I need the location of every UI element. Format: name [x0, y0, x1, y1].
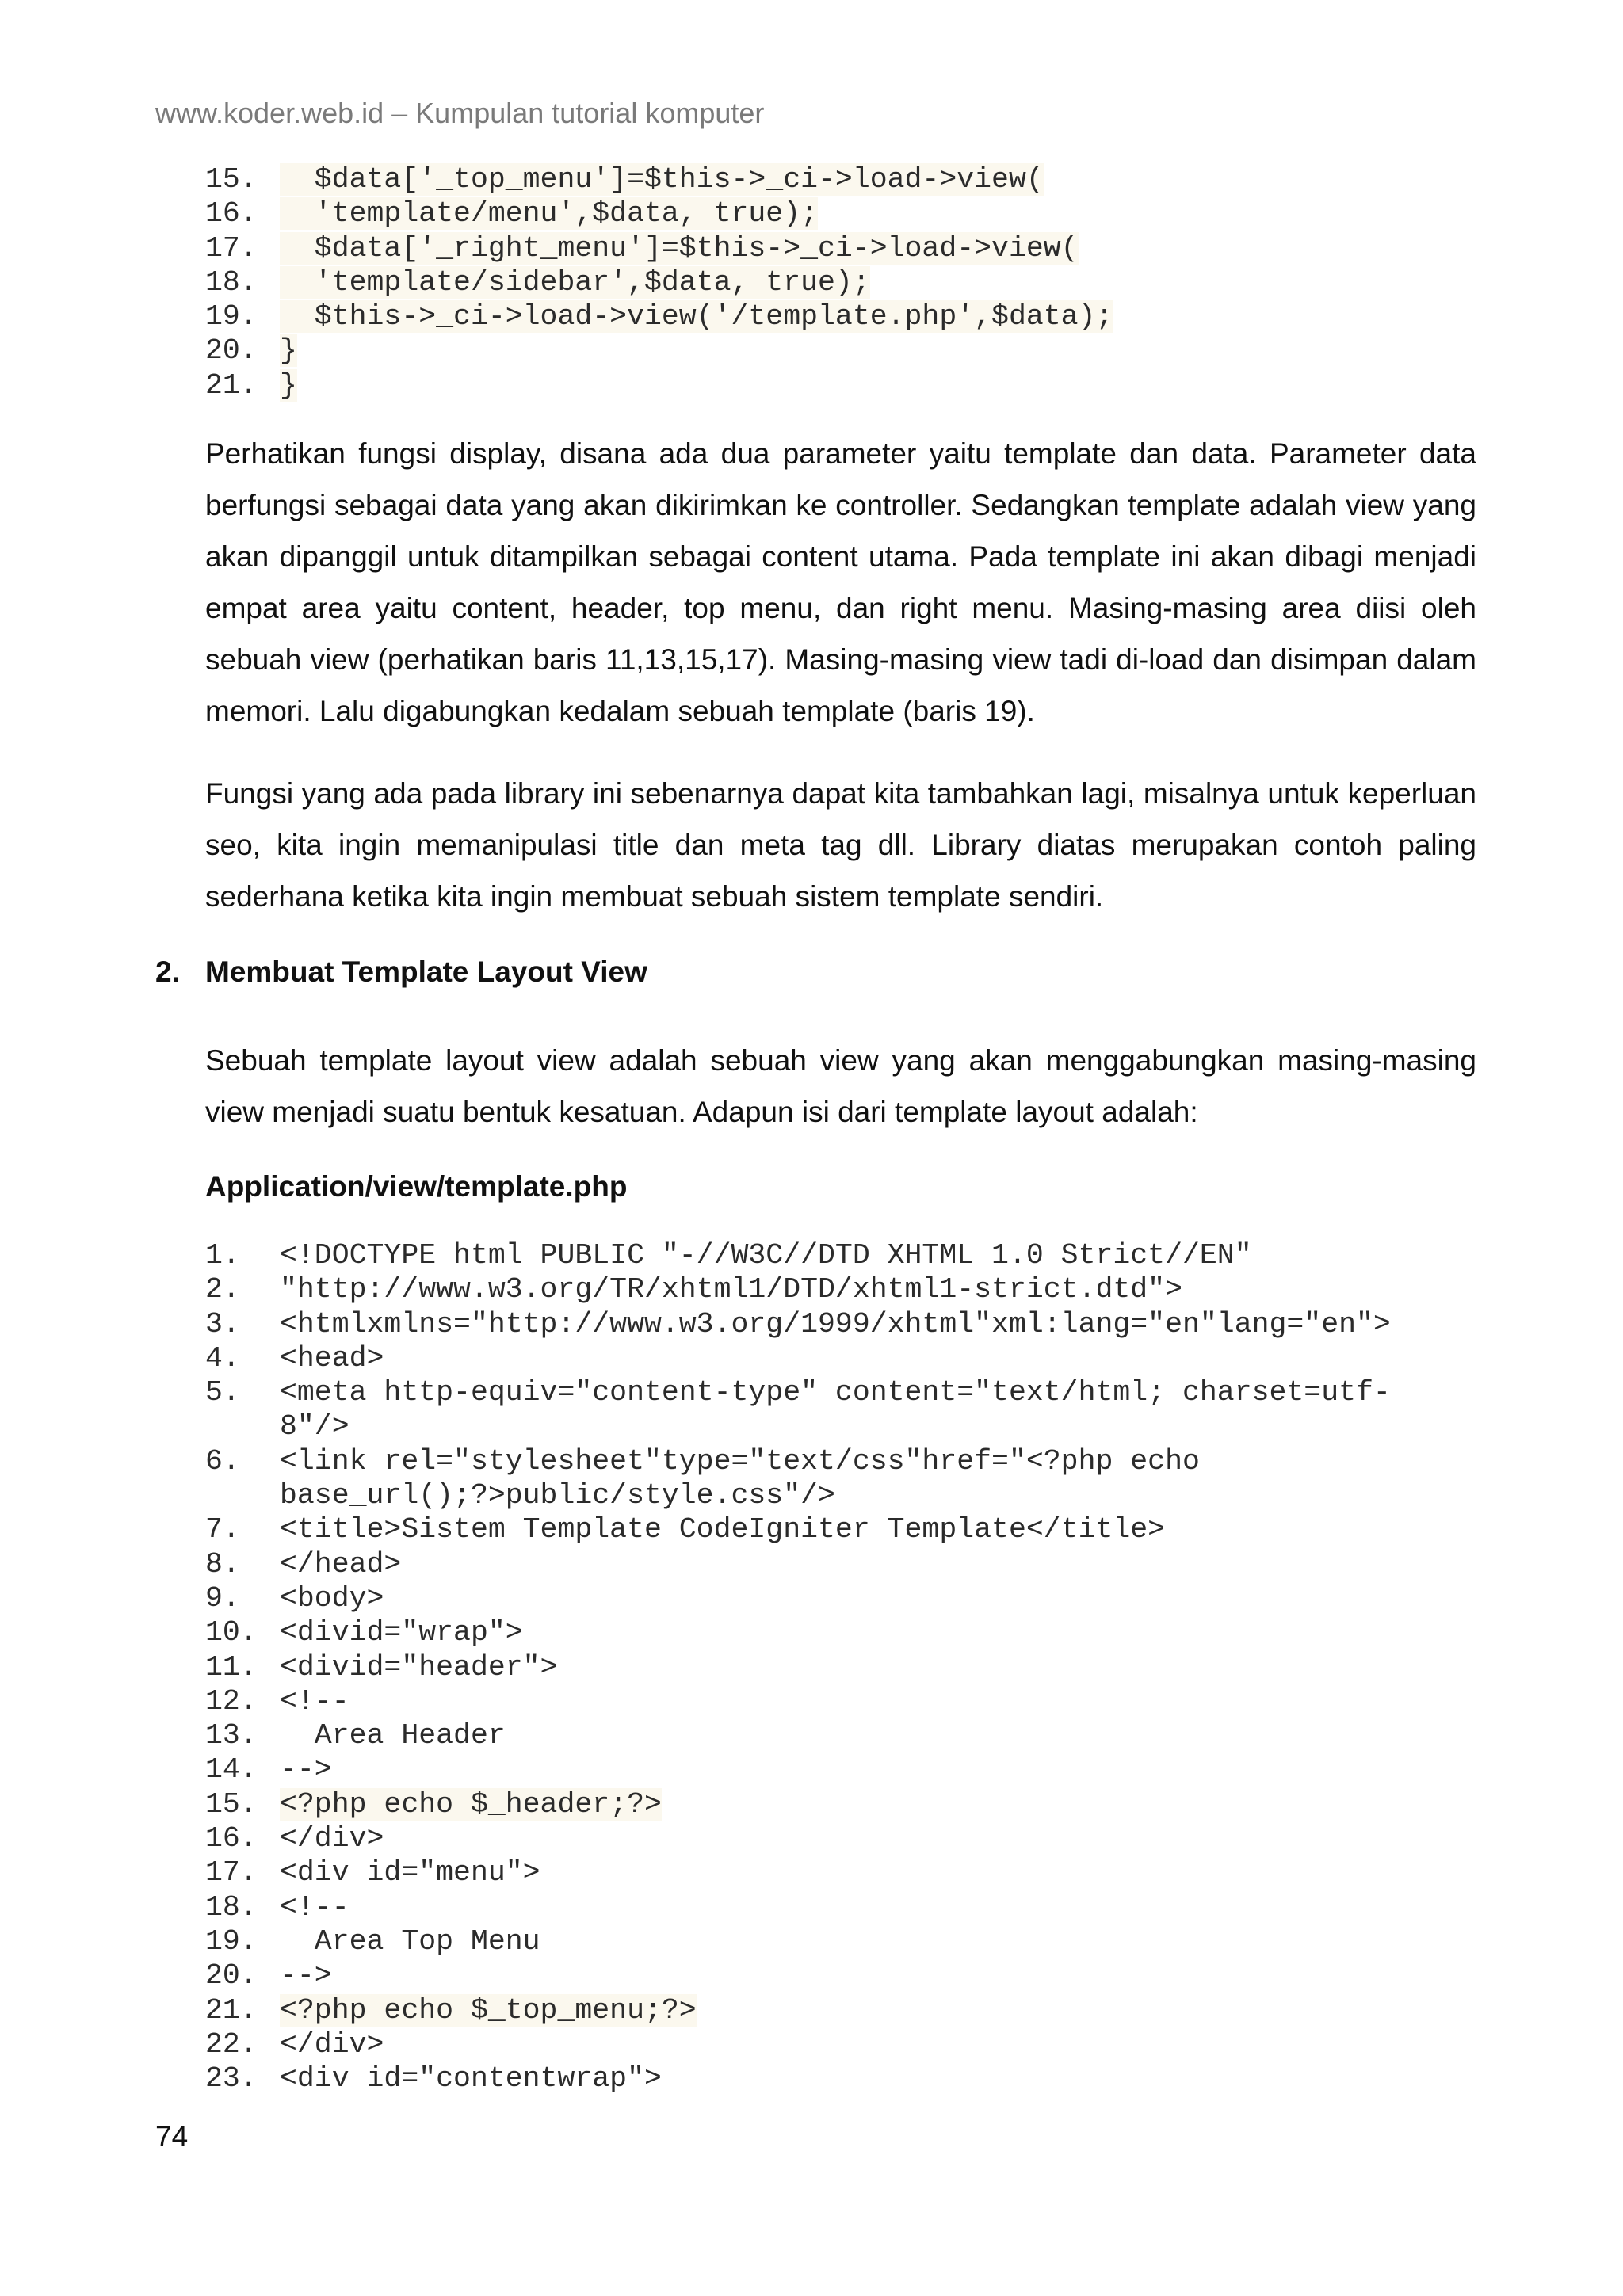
code-text: <div id="menu"> — [280, 1856, 540, 1890]
line-number: 11. — [205, 1650, 258, 1684]
line-number: 16. — [205, 1822, 258, 1855]
code-text: $this->_ci->load->view('/template.php',$data); — [280, 300, 1113, 334]
running-header: www.koder.web.id – Kumpulan tutorial komputer — [155, 97, 765, 129]
code-line — [205, 1272, 1391, 1306]
code-text: $data['_top_menu']=$this->_ci->load->view( — [280, 163, 1044, 196]
code-line — [205, 299, 1113, 334]
code-text: "http://www.w3.org/TR/xhtml1/DTD/xhtml1-strict.dtd"> — [280, 1273, 1182, 1306]
code-line — [205, 1753, 1391, 1787]
line-number: 10. — [205, 1616, 258, 1650]
code-line — [205, 1375, 1391, 1409]
code-line — [205, 334, 1113, 368]
code-line — [205, 1341, 1391, 1375]
line-number: 3. — [205, 1307, 240, 1341]
line-number: 6. — [205, 1444, 240, 1478]
code-line — [205, 1718, 1391, 1753]
code-text: $data['_right_menu']=$this->_ci->load->view( — [280, 231, 1079, 265]
code-line — [205, 1821, 1391, 1855]
code-text: </head> — [280, 1547, 402, 1581]
line-number: 1. — [205, 1239, 240, 1272]
code-text: --> — [280, 1753, 332, 1787]
code-line — [205, 1684, 1391, 1718]
code-text: base_url();?>public/style.css"/> — [280, 1479, 835, 1512]
line-number: 4. — [205, 1341, 240, 1375]
code-line — [205, 1478, 1391, 1512]
line-number: 9. — [205, 1581, 240, 1615]
line-number: 8. — [205, 1547, 240, 1581]
code-text: <link rel="stylesheet"type="text/css"href="<?php echo — [280, 1444, 1200, 1478]
code-line — [205, 1615, 1391, 1650]
code-block-library — [205, 162, 1113, 402]
code-text: <body> — [280, 1581, 384, 1615]
code-line — [205, 1238, 1391, 1272]
code-line — [205, 196, 1113, 231]
section-title: Membuat Template Layout View — [205, 955, 647, 988]
code-line — [205, 1855, 1391, 1890]
code-text: <!DOCTYPE html PUBLIC "-//W3C//DTD XHTML 1.0 Strict//EN" — [280, 1239, 1252, 1272]
line-number: 14. — [205, 1753, 258, 1787]
code-line — [205, 1409, 1391, 1444]
line-number: 19. — [205, 300, 258, 334]
line-number: 18. — [205, 1890, 258, 1924]
line-number: 18. — [205, 265, 258, 299]
paragraph-template-layout: Sebuah template layout view adalah sebuah view yang akan menggabungkan masing-masing view menjadi suatu bentuk kesatuan. Adapun isi dari template layout adalah: — [205, 1044, 1476, 1128]
code-line — [205, 1890, 1391, 1924]
code-line — [205, 231, 1113, 265]
code-line — [205, 1924, 1391, 1958]
code-text: --> — [280, 1959, 332, 1993]
code-line — [205, 1581, 1391, 1615]
line-number: 20. — [205, 1959, 258, 1993]
paragraph-display-function: Perhatikan fungsi display, disana ada dua parameter yaitu template dan data. Parameter data berfungsi sebagai data yang akan dikirimkan ke controller. Sedangkan template adalah view yang akan dipanggil untuk ditampilkan sebagai content utama. Pada template ini akan dibagi menjadi empat area yaitu content, header, top menu, dan right menu. Masing-masing area diisi oleh sebuah view (perhatikan baris 11,13,15,17). Masing-masing view tadi di-load dan disimpan dalam memori. Lalu digabungkan kedalam sebuah template (baris 19). — [205, 437, 1476, 727]
code-text: 8"/> — [280, 1410, 349, 1444]
line-number: 17. — [205, 231, 258, 265]
line-number: 5. — [205, 1376, 240, 1409]
code-block-template — [205, 1238, 1391, 2096]
line-number: 7. — [205, 1513, 240, 1547]
code-line — [205, 368, 1113, 402]
code-line — [205, 1958, 1391, 1993]
line-number: 23. — [205, 2062, 258, 2096]
code-text: </div> — [280, 2027, 384, 2061]
file-path-title: Application/view/template.php — [205, 1170, 628, 1203]
code-text: <title>Sistem Template CodeIgniter Template</title> — [280, 1513, 1166, 1547]
page-number: 74 — [155, 2120, 189, 2153]
line-number: 2. — [205, 1273, 240, 1306]
code-text: Area Top Menu — [280, 1924, 540, 1958]
line-number: 16. — [205, 197, 258, 231]
code-text: } — [280, 368, 297, 402]
code-text: </div> — [280, 1822, 384, 1855]
line-number: 21. — [205, 1993, 258, 2027]
code-line — [205, 1307, 1391, 1341]
section-heading — [155, 955, 647, 989]
code-text: <div id="contentwrap"> — [280, 2062, 662, 2096]
code-line — [205, 1444, 1391, 1478]
code-text: <head> — [280, 1341, 384, 1375]
line-number: 15. — [205, 163, 258, 196]
section-number: 2. — [155, 955, 180, 988]
code-line — [205, 1512, 1391, 1547]
code-text: <?php echo $_top_menu;?> — [280, 1993, 697, 2027]
code-line — [205, 1787, 1391, 1821]
code-text: <divid="header"> — [280, 1650, 558, 1684]
code-text: } — [280, 334, 297, 368]
line-number: 22. — [205, 2027, 258, 2061]
code-text: <!-- — [280, 1684, 349, 1718]
code-line — [205, 265, 1113, 299]
code-text: 'template/sidebar',$data, true); — [280, 265, 870, 299]
code-text: <htmlxmlns="http://www.w3.org/1999/xhtml"xml:lang="en"lang="en"> — [280, 1307, 1391, 1341]
code-line — [205, 2027, 1391, 2061]
code-line — [205, 162, 1113, 196]
paragraph-library-extension: Fungsi yang ada pada library ini sebenarnya dapat kita tambahkan lagi, misalnya untuk keperluan seo, kita ingin memanipulasi title dan meta tag dll. Library diatas merupakan contoh paling sederhana ketika kita ingin membuat sebuah sistem template sendiri. — [205, 777, 1476, 913]
line-number: 17. — [205, 1856, 258, 1890]
code-text: Area Header — [280, 1719, 506, 1753]
code-text: 'template/menu',$data, true); — [280, 197, 819, 231]
line-number: 13. — [205, 1719, 258, 1753]
line-number: 15. — [205, 1787, 258, 1821]
code-line — [205, 1650, 1391, 1684]
code-line — [205, 2061, 1391, 2096]
line-number: 20. — [205, 334, 258, 368]
line-number: 12. — [205, 1684, 258, 1718]
line-number: 19. — [205, 1924, 258, 1958]
code-line — [205, 1547, 1391, 1581]
line-number: 21. — [205, 368, 258, 402]
code-text: <?php echo $_header;?> — [280, 1787, 662, 1821]
code-line — [205, 1993, 1391, 2027]
code-text: <meta http-equiv="content-type" content="text/html; charset=utf- — [280, 1376, 1391, 1409]
code-text: <!-- — [280, 1890, 349, 1924]
code-text: <divid="wrap"> — [280, 1616, 523, 1650]
